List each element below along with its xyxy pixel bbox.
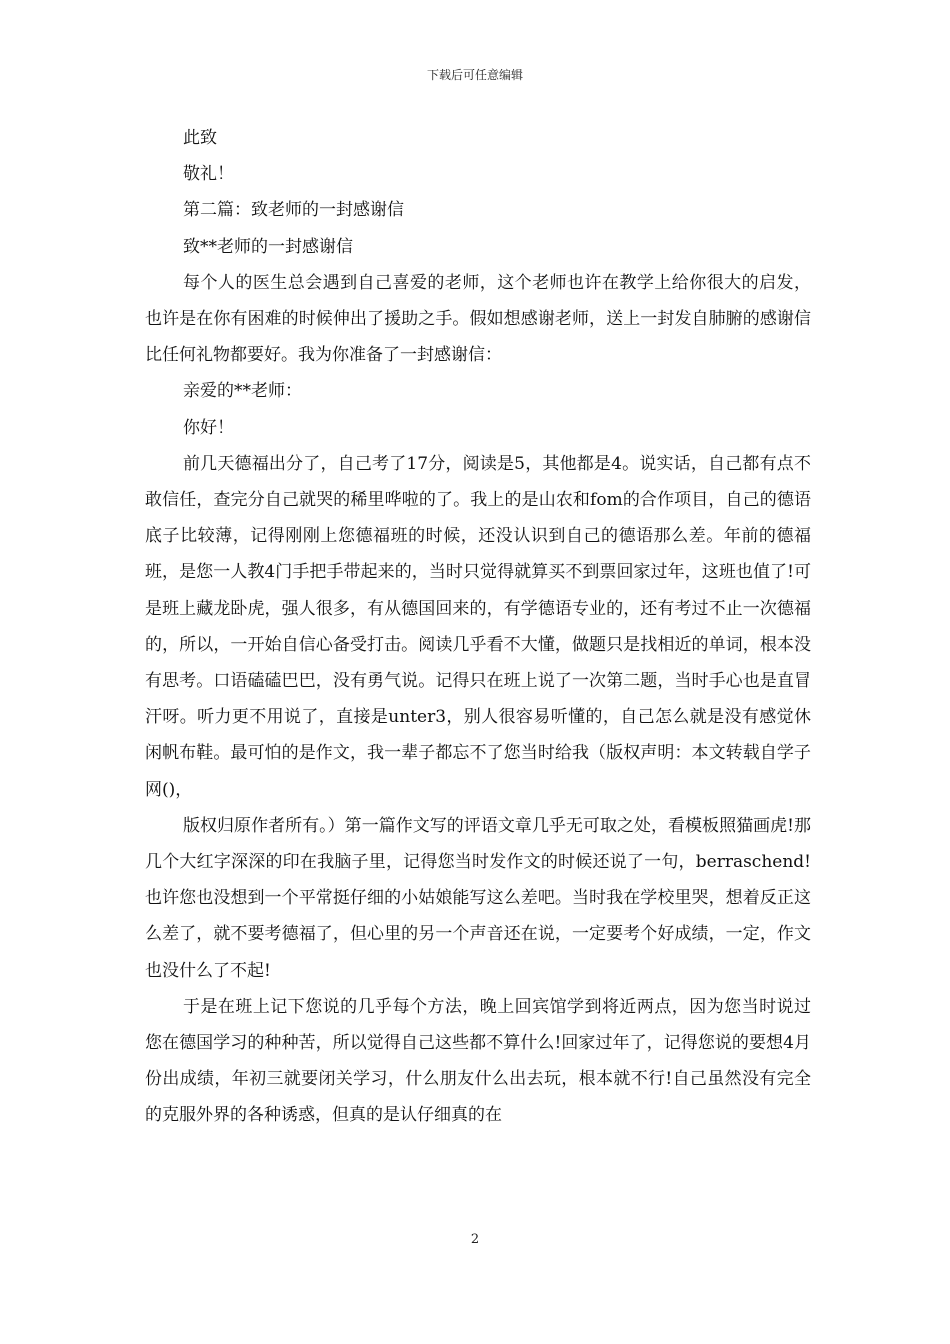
paragraph-body-1: 前几天德福出分了，自己考了17分，阅读是5，其他都是4。说实话，自己都有点不敢信任，查完分自己就哭的稀里哗啦的了。我上的是山农和fom的合作项目，自己的德语底子比较薄，记得刚刚上您德福班的时候，还没认识到自己的德语那么差。年前的德福班，是您一人教4门手把手带起来的，当时只觉得就算买不到票回家过年，这班也值了!可是班上藏龙卧虎，强人很多，有从德国回来的，有学德语专业的，还有考过不止一次德福的，所以，一开始自信心备受打击。阅读几乎看不大懂，做题只是找相近的单词，根本没有思考。口语磕磕巴巴，没有勇气说。记得只在班上说了一次第二题，当时手心也是直冒汗呀。听力更不用说了，直接是unter3，别人很容易听懂的，自己怎么就是没有感觉休闲帆布鞋。最可怕的是作文，我一辈子都忘不了您当时给我（版权声明：本文转载自学子网()， (145, 453, 811, 800)
paragraph-body-2: 版权归原作者所有。）第一篇作文写的评语文章几乎无可取之处，看模板照猫画虎!那几个大红字深深的印在我脑子里，记得您当时发作文的时候还说了一句，berraschend!也许您也没想到一个平常挺仔细的小姑娘能写这么差吧。当时我在学校里哭，想着反正这么差了，就不要考德福了，但心里的另一个声音还在说，一定要考个好成绩，一定，作文也没什么了不起! (145, 815, 811, 981)
paragraph-intro: 每个人的医生总会遇到自己喜爱的老师，这个老师也许在教学上给你很大的启发，也许是在你有困难的时候伸出了援助之手。假如想感谢老师，送上一封发自肺腑的感谢信比任何礼物都要好。我为你准备了一封感谢信： (145, 272, 811, 366)
page-header: 下载后可任意编辑 (426, 68, 523, 82)
paragraph-body-3: 于是在班上记下您说的几乎每个方法，晚上回宾馆学到将近两点，因为您当时说过您在德国学习的种种苦，所以觉得自己这些都不算什么!回家过年了，记得您说的要想4月份出成绩，年初三就要闭关学习，什么朋友什么出去玩，根本就不行!自己虽然没有完全的克服外界的各种诱惑，但真的是认仔细真的在 (145, 996, 811, 1126)
closing-line: 此致 (183, 128, 217, 148)
section-title: 第二篇：致老师的一封感谢信 (183, 200, 404, 221)
letter-hello: 你好！ (183, 417, 234, 438)
letter-greeting: 亲爱的**老师： (183, 381, 302, 402)
page-number: 2 (470, 1232, 480, 1247)
salutation-line: 敬礼！ (183, 164, 234, 185)
letter-title: 致**老师的一封感谢信 (183, 236, 353, 257)
document-body (145, 120, 811, 1134)
